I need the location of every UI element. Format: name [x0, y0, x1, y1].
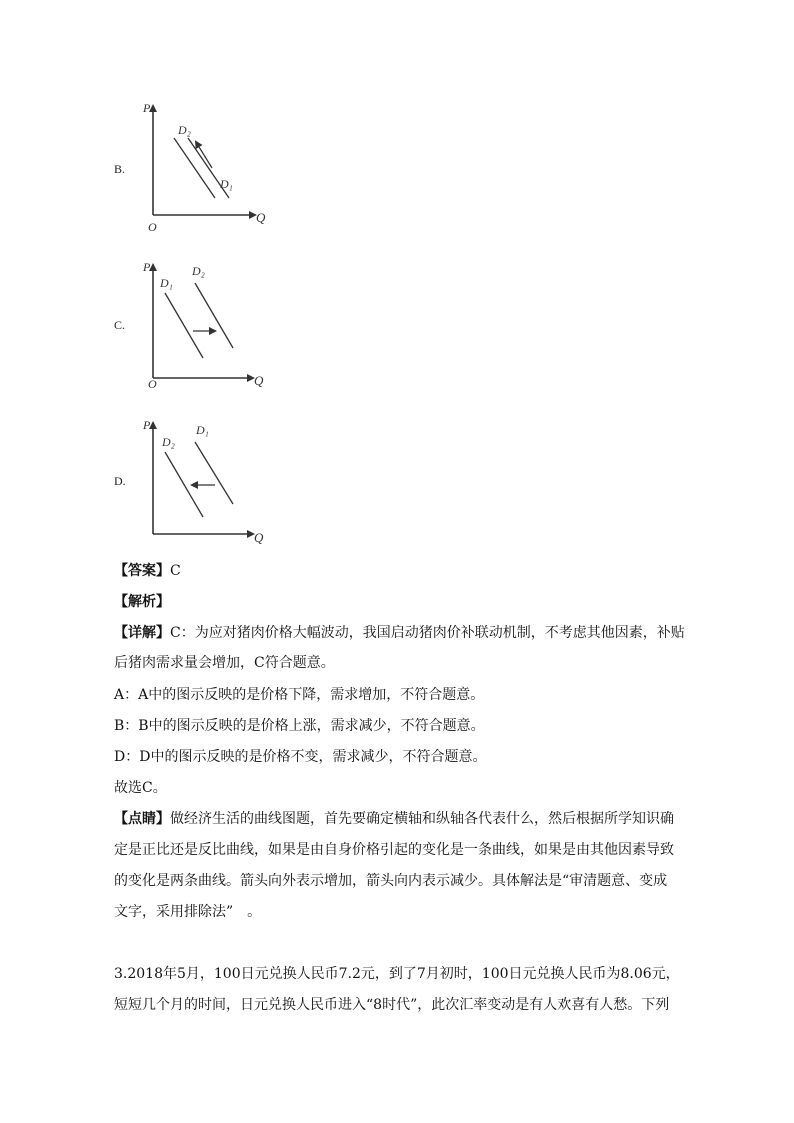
q-axis-label: Q — [254, 530, 264, 545]
demand-curve-d2 — [195, 283, 233, 348]
curve-label-d1: D₁ — [196, 423, 209, 437]
detail-option-b: B：B中的图示反映的是价格上涨，需求减少，不符合题意。 — [114, 718, 485, 734]
up-left-arrow-icon — [196, 142, 212, 168]
origin-label: O — [148, 220, 157, 234]
demand-curve-d1 — [195, 442, 233, 504]
option-b-label: B. — [114, 162, 126, 176]
curve-label-d1: D₁ — [160, 276, 173, 290]
option-c-label: C. — [114, 318, 126, 332]
curve-label-d1: D₁ — [220, 177, 233, 191]
tip-line-1 — [114, 809, 684, 829]
option-b-graph — [140, 98, 270, 233]
analysis-tag: 【解析】 — [114, 594, 170, 610]
tip-line-3: 的变化是两条曲线。箭头向外表示增加，箭头向内表示减少。具体解法是“审清题意、变成 — [114, 873, 668, 889]
detail-option-d: D：D中的图示反映的是价格不变，需求减少，不符合题意。 — [114, 749, 487, 765]
tip-text-1: 做经济生活的曲线图题，首先要确定横轴和纵轴各代表什么，然后根据所学知识确 — [170, 811, 674, 827]
question3-line-1: 3.2018年5月，100日元兑换人民币7.2元，到了7月初时，100日元兑换人民币为8.06元， — [114, 966, 680, 982]
tip-line-2: 定是正比还是反比曲线，如果是由自身价格引起的变化是一条曲线，如果是由其他因素导致 — [114, 842, 674, 858]
answer-text: C — [170, 563, 181, 579]
detail-tag: 【详解】 — [114, 625, 170, 641]
option-d-graph — [140, 414, 270, 549]
detail-conclusion: 故选C。 — [114, 780, 167, 796]
question3-line-2: 短短几个月的时间，日元兑换人民币进入“8时代”，此次汇率变动是有人欢喜有人愁。下列 — [114, 997, 670, 1013]
curve-label-d2: D₂ — [162, 435, 175, 449]
curve-label-d2: D₂ — [192, 264, 205, 278]
analysis-line — [114, 592, 684, 612]
option-d-label: D. — [114, 474, 126, 488]
p-axis-label: P — [143, 418, 151, 432]
p-axis-label: P — [143, 101, 151, 115]
curve-label-d2: D₂ — [178, 123, 191, 137]
answer-line — [114, 561, 684, 581]
detail-text-1: C：为应对猪肉价格大幅波动，我国启动猪肉价补联动机制，不考虑其他因素，补贴 — [170, 625, 685, 641]
detail-option-a: A：A中的图示反映的是价格下降，需求增加，不符合题意。 — [114, 687, 485, 703]
tip-line-4: 文字，采用排除法” 。 — [114, 904, 262, 920]
origin-label: O — [148, 377, 157, 391]
tip-tag: 【点睛】 — [114, 811, 170, 827]
q-axis-label: Q — [256, 210, 266, 225]
detail-line-1 — [114, 623, 684, 643]
detail-line-2: 后猪肉需求量会增加，C符合题意。 — [114, 655, 335, 671]
p-axis-label: P — [143, 260, 151, 274]
q-axis-label: Q — [254, 373, 264, 388]
answer-tag: 【答案】 — [114, 563, 170, 579]
demand-curve-d1 — [165, 293, 203, 358]
option-c-graph — [140, 255, 270, 390]
